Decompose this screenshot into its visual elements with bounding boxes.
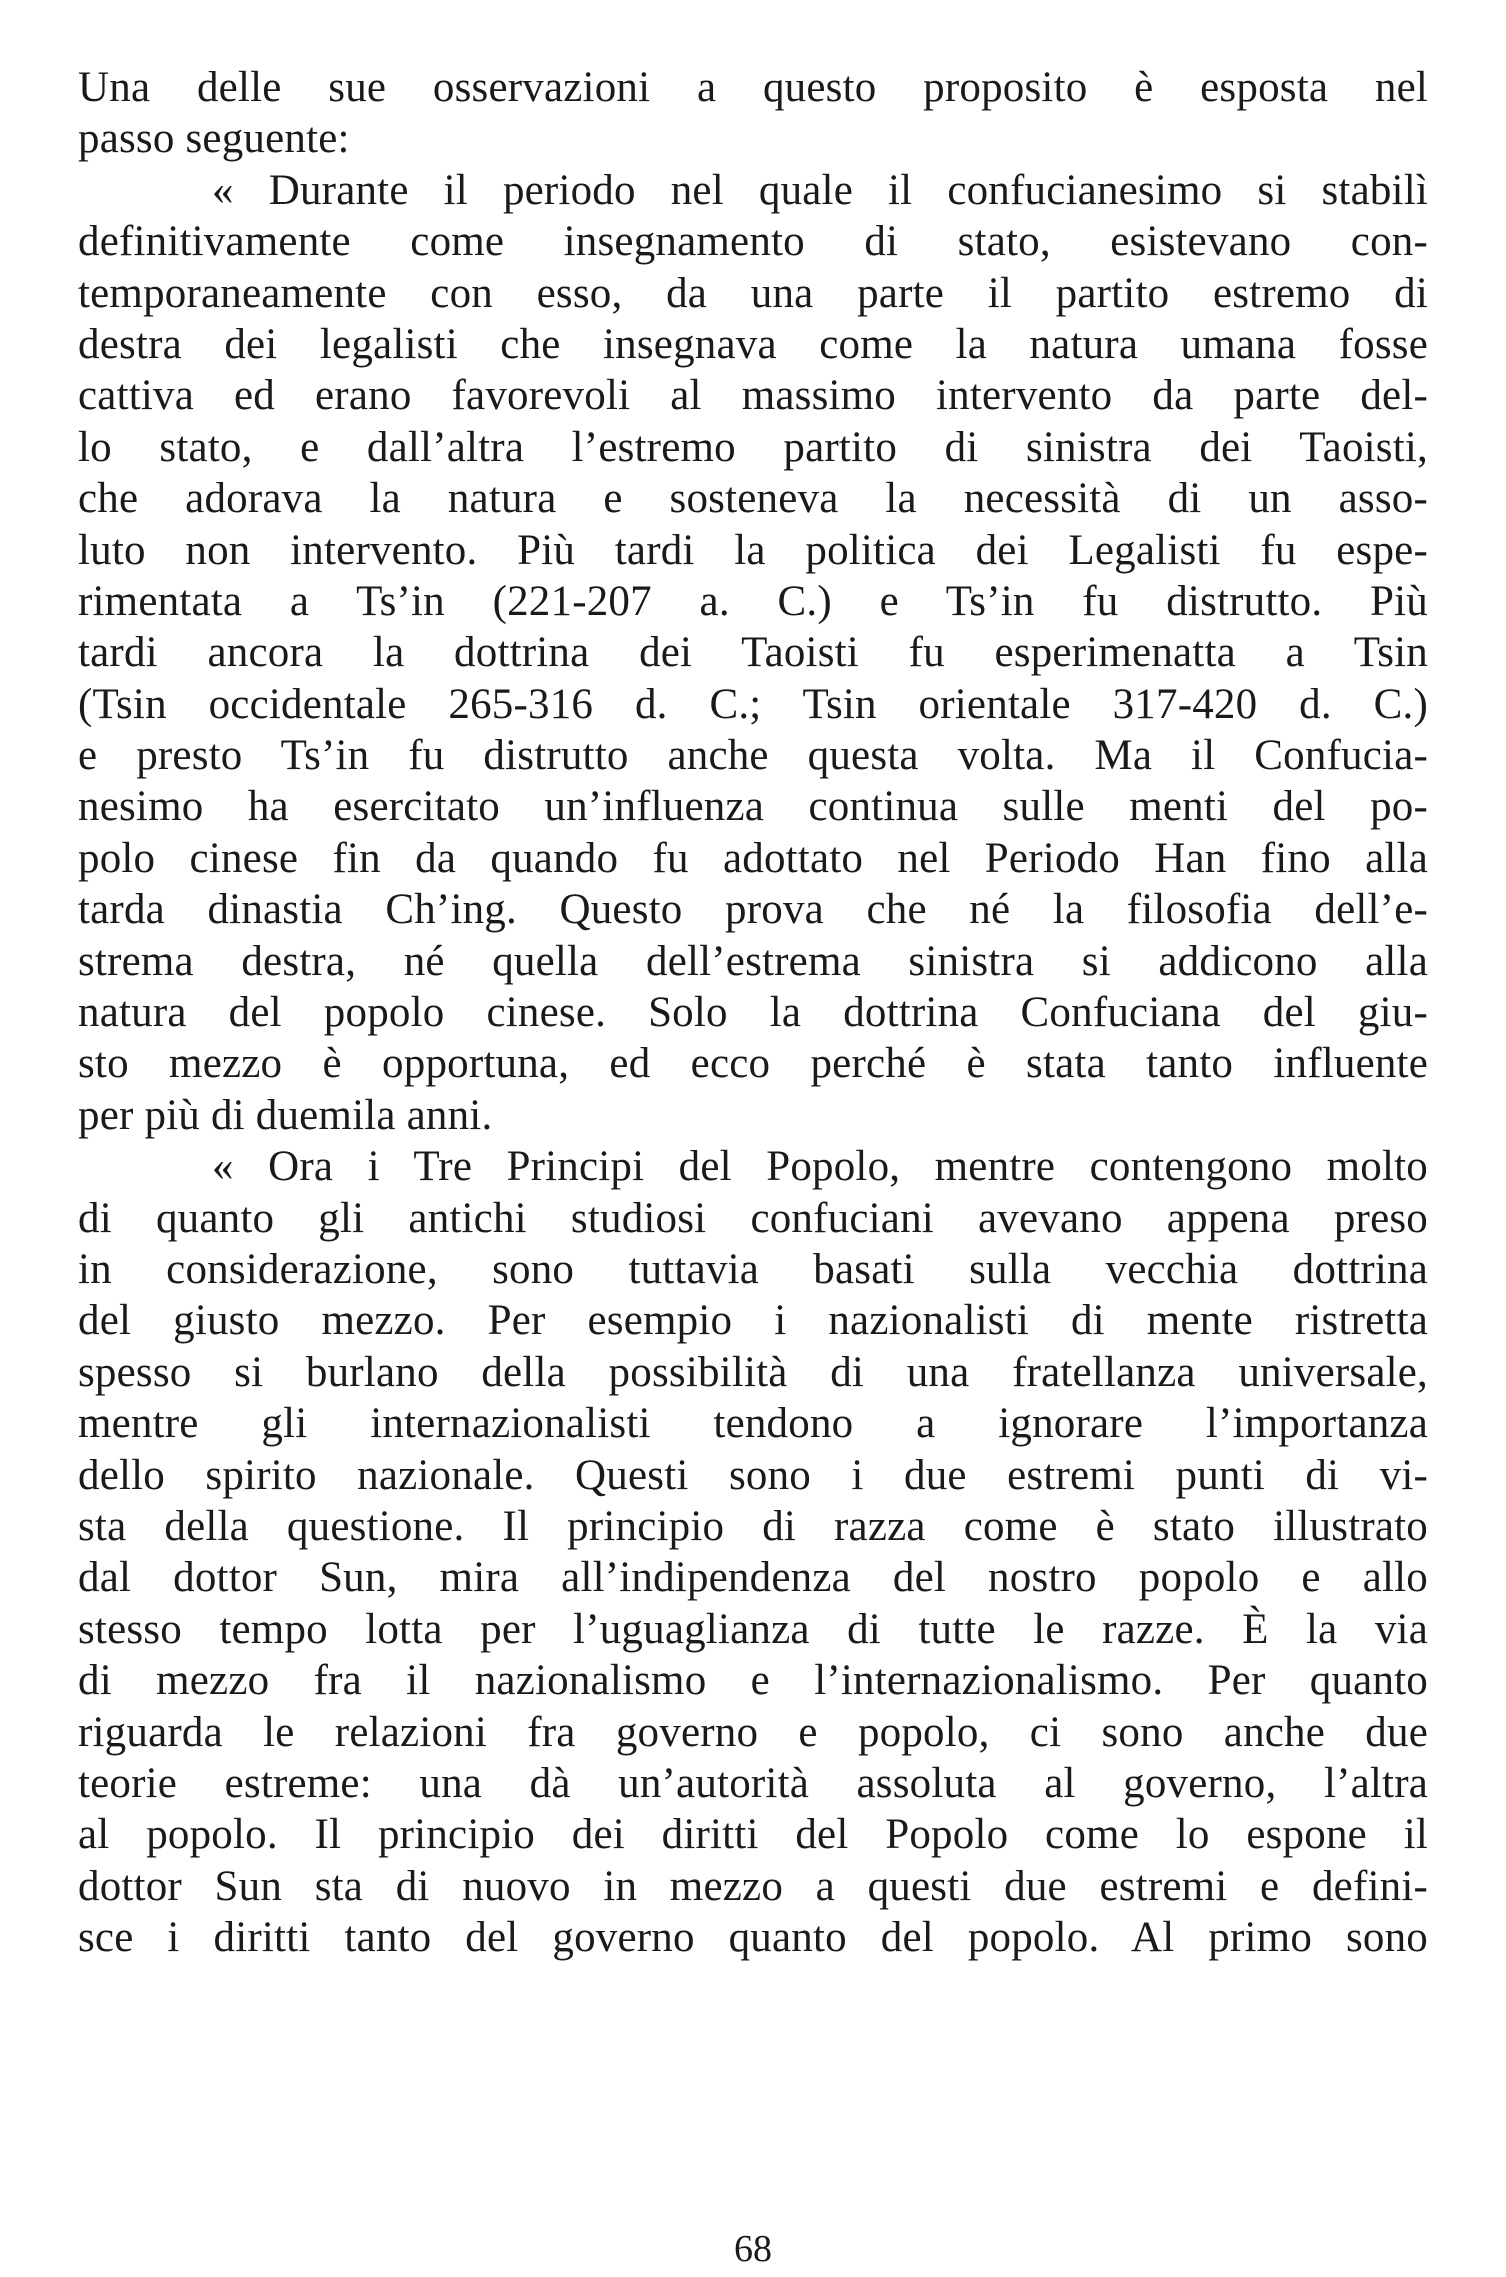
text-line: passo seguente: [78, 115, 350, 163]
text-line: sto mezzo è opportuna, ed ecco perché è stata tanto influente [78, 1040, 1428, 1088]
text-line: natura del popolo cinese. Solo la dottrina Confuciana del giu- [78, 989, 1428, 1037]
text-line: di mezzo fra il nazionalismo e l’internazionalismo. Per quanto [78, 1657, 1428, 1705]
body-text [78, 62, 1428, 1963]
text-line: teorie estreme: una dà un’autorità assoluta al governo, l’altra [78, 1759, 1428, 1807]
text-line: tardi ancora la dottrina dei Taoisti fu esperimenatta a Tsin [78, 629, 1428, 677]
text-line: temporaneamente con esso, da una parte il partito estremo di [78, 269, 1428, 317]
text-line: mentre gli internazionalisti tendono a ignorare l’importanza [78, 1400, 1428, 1448]
page-number: 68 [734, 2228, 772, 2270]
text-line: strema destra, né quella dell’estrema sinistra si addicono alla [78, 937, 1428, 985]
text-line: luto non intervento. Più tardi la politica dei Legalisti fu espe- [78, 526, 1428, 574]
text-line: e presto Ts’in fu distrutto anche questa volta. Ma il Confucia- [78, 732, 1428, 780]
text-line: in considerazione, sono tuttavia basati sulla vecchia dottrina [78, 1245, 1428, 1293]
text-line: cattiva ed erano favorevoli al massimo intervento da parte del- [78, 372, 1428, 420]
text-line: Una delle sue osservazioni a questo proposito è esposta nel [78, 64, 1428, 111]
text-line: « Durante il periodo nel quale il confucianesimo si stabilì [212, 166, 1428, 214]
text-line: dal dottor Sun, mira all’indipendenza del nostro popolo e allo [78, 1554, 1428, 1602]
text-line: definitivamente come insegnamento di stato, esistevano con- [78, 218, 1428, 266]
text-line: che adorava la natura e sosteneva la necessità di un asso- [78, 475, 1428, 523]
text-line: del giusto mezzo. Per esempio i nazionalisti di mente ristretta [78, 1297, 1428, 1345]
text-line: « Ora i Tre Principi del Popolo, mentre contengono molto [212, 1143, 1428, 1191]
text-line: lo stato, e dall’altra l’estremo partito di sinistra dei Taoisti, [78, 423, 1428, 471]
text-line: rimentata a Ts’in (221-207 a. C.) e Ts’in fu distrutto. Più [78, 577, 1428, 625]
text-line: tarda dinastia Ch’ing. Questo prova che né la filosofia dell’e- [78, 886, 1428, 934]
text-line: al popolo. Il principio dei diritti del Popolo come lo espone il [78, 1811, 1428, 1859]
text-line: dottor Sun sta di nuovo in mezzo a questi due estremi e defini- [78, 1862, 1428, 1910]
text-line: dello spirito nazionale. Questi sono i due estremi punti di vi- [78, 1451, 1428, 1499]
text-line: (Tsin occidentale 265-316 d. C.; Tsin orientale 317-420 d. C.) [78, 680, 1428, 728]
text-line: riguarda le relazioni fra governo e popolo, ci sono anche due [78, 1708, 1428, 1756]
text-line: destra dei legalisti che insegnava come la natura umana fosse [78, 320, 1428, 368]
text-line: sta della questione. Il principio di razza come è stato illustrato [78, 1502, 1428, 1550]
text-line: stesso tempo lotta per l’uguaglianza di tutte le razze. È la via [78, 1605, 1428, 1653]
text-line: per più di duemila anni. [78, 1091, 493, 1139]
text-line: nesimo ha esercitato un’influenza continua sulle menti del po- [78, 783, 1428, 831]
text-line: polo cinese fin da quando fu adottato nel Periodo Han fino alla [78, 834, 1428, 882]
text-line: sce i diritti tanto del governo quanto del popolo. Al primo sono [78, 1914, 1428, 1962]
text-line: di quanto gli antichi studiosi confuciani avevano appena preso [78, 1194, 1428, 1242]
text-line: spesso si burlano della possibilità di una fratellanza universale, [78, 1348, 1428, 1396]
